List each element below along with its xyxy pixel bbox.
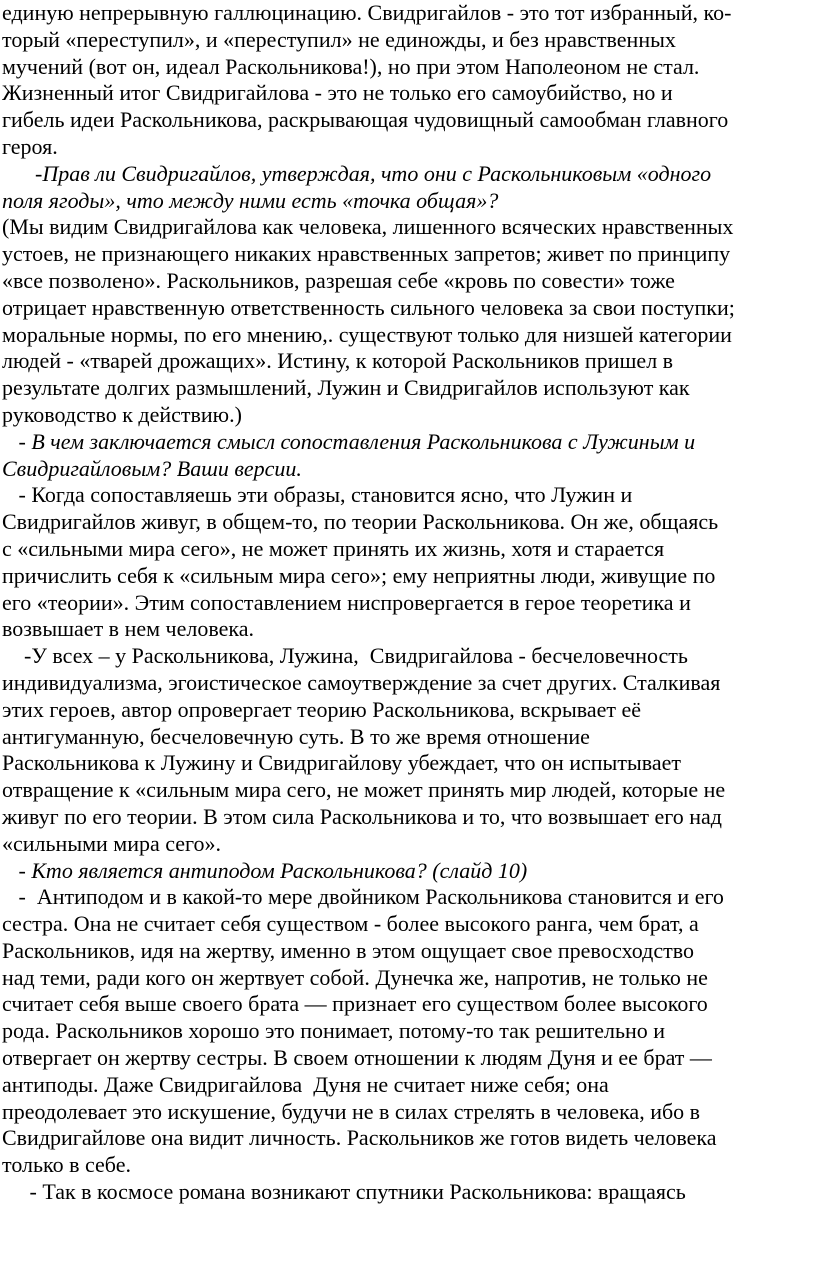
text-line: руководство к действию.) (2, 401, 242, 427)
text-line: поля ягоды», что между ними есть «точка общая»? (2, 187, 499, 213)
text-line: торый «переступил», и «переступил» не единожды, и без нравственных (2, 26, 676, 52)
text-line: только в себе. (2, 1152, 131, 1178)
text-line: живуг по его теории. В этом сила Раскольникова и то, что возвышает его над (2, 803, 722, 829)
text-line: единую непрерывную галлюцинацию. Свидригайлов - это тот избранный, ко- (2, 0, 732, 25)
text-line: Жизненный итог Свидригайлова - это не только его самоубийство, но и (2, 80, 673, 106)
text-line: - Антиподом и в какой-то мере двойником Раскольникова становится и его (2, 884, 724, 910)
text-line: моральные нормы, по его мнению,. существуют только для низшей категории (2, 321, 732, 347)
text-line: Раскольников, идя на жертву, именно в этом ощущает свое превосходство (2, 937, 694, 963)
text-line: Раскольникова к Лужину и Свидригайлову убеждает, что он испытывает (2, 750, 681, 776)
text-line: считает себя выше своего брата — признает его существом более высокого (2, 991, 708, 1017)
text-line: - Так в космосе романа возникают спутники Раскольникова: вращаясь (2, 1179, 686, 1205)
text-line: людей - «тварей дрожащих». Истину, к которой Раскольников пришел в (2, 348, 674, 374)
question-paragraph (2, 858, 810, 885)
question-paragraph (2, 429, 810, 483)
text-line: рода. Раскольников хорошо это понимает, потому-то так решительно и (2, 1018, 666, 1044)
text-paragraph (2, 0, 810, 161)
text-line: над теми, ради кого он жертвует собой. Дунечка же, напротив, не только не (2, 964, 708, 990)
text-line: его «теории». Этим сопоставлением ниспровергается в герое теоретика и (2, 589, 691, 615)
text-line: антиподы. Даже Свидригайлова Дуня не считает ниже себя; она (2, 1071, 609, 1097)
text-line: - Когда сопоставляешь эти образы, становится ясно, что Лужин и (2, 482, 633, 508)
text-paragraph (2, 643, 810, 857)
text-line: антигуманную, бесчеловечную суть. В то же время отношение (2, 723, 590, 749)
document-body (2, 0, 810, 1206)
text-line: Свидригайлове она видит личность. Раскольников же готов видеть человека (2, 1125, 717, 1151)
text-line: -У всех – у Раскольникова, Лужина, Свидригайлова - бесчеловечность (2, 643, 688, 669)
text-line: - Кто является антиподом Раскольникова? (слайд 10) (2, 857, 528, 883)
text-line: - В чем заключается смысл сопоставления Раскольникова с Лужиным и (2, 428, 696, 454)
text-line: отвергает он жертву сестры. В своем отношении к людям Дуня и ее брат — (2, 1045, 712, 1071)
text-line: героя. (2, 133, 58, 159)
text-paragraph (2, 214, 810, 428)
text-paragraph (2, 1179, 810, 1206)
text-line: индивидуализма, эгоистическое самоутверждение за счет других. Сталкивая (2, 669, 721, 695)
text-line: мучений (вот он, идеал Раскольникова!), но при этом Наполеоном не стал. (2, 53, 700, 79)
text-line: Свидригайлов живуг, в общем-то, по теории Раскольникова. Он же, общаясь (2, 509, 719, 535)
text-line: возвышает в нем человека. (2, 616, 254, 642)
text-line: устоев, не признающего никаких нравственных запретов; живет по принципу (2, 241, 731, 267)
text-line: отвращение к «сильным мира сего, не может принять мир людей, которые не (2, 777, 726, 803)
text-line: этих героев, автор опровергает теорию Раскольникова, вскрывает её (2, 696, 642, 722)
text-paragraph (2, 482, 810, 643)
text-line: причислить себя к «сильным мира сего»; ему неприятны люди, живущие по (2, 562, 716, 588)
text-line: преодолевает это искушение, будучи не в силах стрелять в человека, ибо в (2, 1098, 701, 1124)
text-line: -Прав ли Свидригайлов, утверждая, что они с Раскольниковым «одного (2, 160, 712, 186)
text-line: «сильными мира сего». (2, 830, 222, 856)
text-paragraph (2, 884, 810, 1179)
text-line: отрицает нравственную ответственность сильного человека за свои поступки; (2, 294, 735, 320)
text-line: результате долгих размышлений, Лужин и Свидригайлов используют как (2, 375, 690, 401)
text-line: «все позволено». Раскольников, разрешая себе «кровь по совести» тоже (2, 267, 675, 293)
text-line: гибель идеи Раскольникова, раскрывающая чудовищный самообман главного (2, 107, 729, 133)
question-paragraph (2, 161, 810, 215)
text-line: Свидригайловым? Ваши версии. (2, 455, 302, 481)
text-line: с «сильными мира сего», не может принять их жизнь, хотя и старается (2, 535, 665, 561)
text-line: (Мы видим Свидригайлова как человека, лишенного всяческих нравственных (2, 214, 734, 240)
text-line: сестра. Она не считает себя существом - более высокого ранга, чем брат, а (2, 911, 699, 937)
